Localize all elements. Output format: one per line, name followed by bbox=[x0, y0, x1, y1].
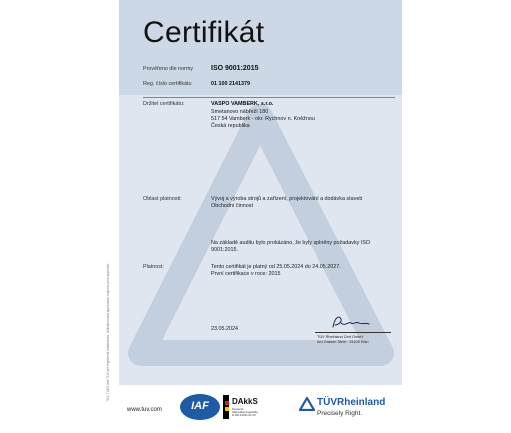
divider bbox=[143, 97, 395, 98]
holder-address-line: Smetanovo nábřeží 180 bbox=[211, 109, 269, 115]
validity-line: První certifikace v roce: 2015 bbox=[211, 271, 281, 277]
audit-text-line: 9001:2015. bbox=[211, 247, 238, 253]
issuer-line: TÜV Rheinland Cert GmbH bbox=[317, 335, 364, 339]
holder-address-line: Česká republika bbox=[211, 123, 250, 129]
scope-line: Obchodní činnost bbox=[211, 203, 253, 209]
audit-text-line: Na základě auditu bylo prokázáno, že byly splněny požadavky ISO bbox=[211, 240, 371, 246]
page-title: Certifikát bbox=[143, 16, 265, 49]
holder-name: VASPO VAMBERK, s.r.o. bbox=[211, 101, 274, 107]
reg-value: 01 100 2141379 bbox=[211, 81, 250, 87]
standard-value: ISO 9001:2015 bbox=[211, 65, 259, 72]
scope-line: Vývoj a výroba strojů a zařízení, projektování a dodávka staveb bbox=[211, 196, 363, 202]
issue-date: 23.05.2024 bbox=[211, 326, 238, 332]
validity-line: Tento certifikát je platný od 25.05.2024 do 24.05.2027. bbox=[211, 264, 341, 270]
certificate-sheet bbox=[119, 0, 402, 433]
holder-label: Držitel certifikátu: bbox=[143, 101, 185, 107]
signature-line bbox=[315, 332, 391, 333]
certificate-footer bbox=[119, 385, 402, 433]
tuv-brand: TÜVRheinland bbox=[317, 397, 386, 408]
tuv-tagline: Precisely Right. bbox=[317, 410, 363, 417]
iaf-logo: IAF bbox=[180, 394, 220, 420]
reg-label: Reg. číslo certifikátu bbox=[143, 81, 192, 87]
dakks-logo: DAkkS Deutsche Akkreditierungsstelle D-ZM-14031-01-00 bbox=[223, 395, 259, 421]
footer-url: www.tuv.com bbox=[127, 407, 162, 413]
validity-label: Platnost: bbox=[143, 264, 164, 270]
issuer-line: Am Grauen Stein · 51105 Köln bbox=[317, 340, 369, 344]
scope-label: Oblast platnosti: bbox=[143, 196, 182, 202]
trademark-note: TÜV, TUEV and TUV are registered trademarks. Utilisation and application requires prior approval. bbox=[106, 263, 110, 402]
standard-label: Prověřeno dle normy bbox=[143, 66, 194, 72]
tuv-triangle-icon bbox=[299, 397, 315, 411]
signature bbox=[329, 313, 373, 331]
holder-address-line: 517 54 Vamberk - okr. Rychnov n. Kněžnou bbox=[211, 116, 315, 122]
